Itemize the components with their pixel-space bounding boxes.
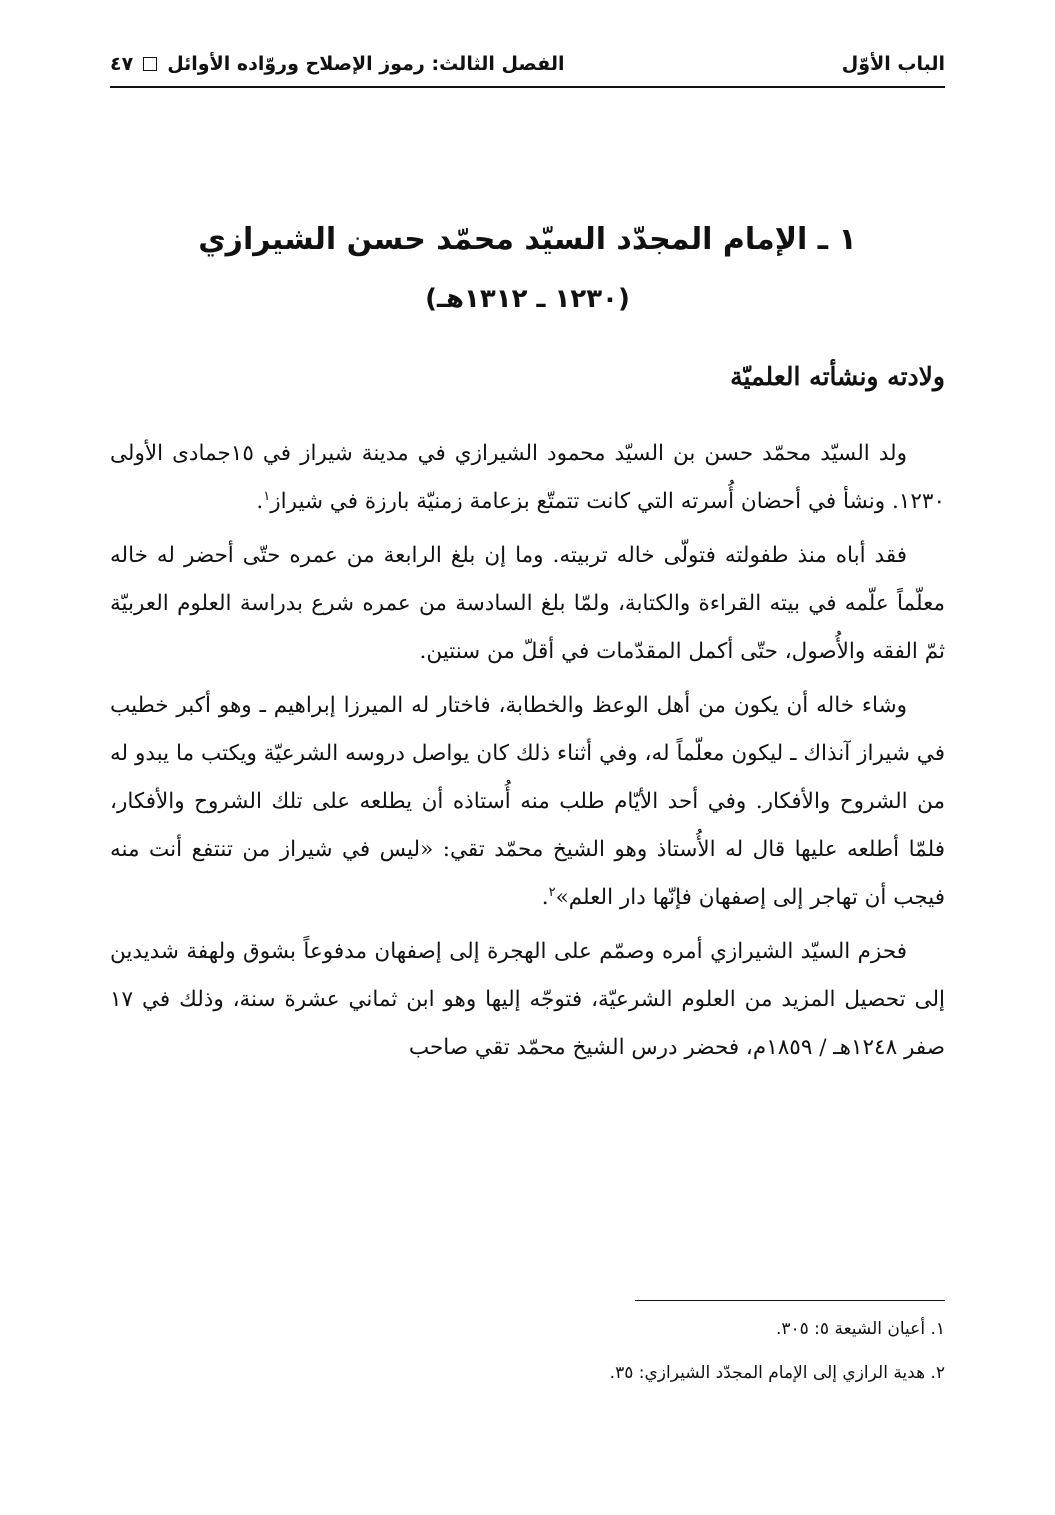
- paragraph: [110, 430, 945, 526]
- paragraph-text: فقد أباه منذ طفولته فتولّى خاله تربيته. وما إن بلغ الرابعة من عمره حتّى أحضر له خاله معلّماً علّمه في بيته القراءة والكتابة، ولمّا بلغ السادسة من عمره شرع بدراسة العلوم العربيّة ثمّ الفقه والأُصول، حتّى أكمل المقدّمات في أقلّ من سنتين.: [110, 543, 945, 664]
- footnote-reference[interactable]: ١: [263, 488, 271, 504]
- subsection-heading: ولادته ونشأته العلميّة: [730, 362, 945, 391]
- paragraph-text: فحزم السيّد الشيرازي أمره وصمّم على الهجرة إلى إصفهان مدفوعاً بشوق ولهفة شديدين إلى تحصيل المزيد من العلوم الشرعيّة، فتوجّه إليها وهو ابن ثماني عشرة سنة، وذلك في ١٧ صفر ١٢٤٨هـ / ١٨٥٩م، فحضر درس الشيخ محمّد تقي صاحب: [110, 939, 945, 1060]
- header-chapter-title: الفصل الثالث: رموز الإصلاح وروّاده الأوائل: [167, 53, 565, 75]
- body-text: [110, 430, 945, 1078]
- footnote: ٢. هدية الرازي إلى الإمام المجدّد الشيرازي: ٣٥.: [609, 1363, 945, 1383]
- paragraph-text: ولد السيّد محمّد حسن بن السيّد محمود الشيرازي في مدينة شيراز في ١٥جمادى الأولى ١٢٣٠. ونشأ في أحضان أُسرته التي كانت تتمتّع بزعامة زمنيّة بارزة في شيراز: [110, 441, 945, 514]
- footnote: ١. أعيان الشيعة ٥: ٣٠٥.: [775, 1319, 945, 1339]
- paragraph-text: وشاء خاله أن يكون من أهل الوعظ والخطابة، فاختار له الميرزا إبراهيم ـ وهو أكبر خطيب في شيراز آنذاك ـ ليكون معلّماً له، وفي أثناء ذلك كان يواصل دروسه الشرعيّة ويكتب ما يبدو له من الشروح والأفكار. وفي أحد الأيّام طلب منه أُستاذه أن يطلعه على تلك الشروح والأفكار، فلمّا أطلعه عليها قال له الأُستاذ وهو الشيخ محمّد تقي: «ليس في شيراز من تنتفع أنت منه فيجب أن تهاجر إلى إصفهان فإنّها دار العلم»: [110, 693, 945, 910]
- header-chapter-block: [110, 53, 564, 75]
- paragraph-tail: .: [256, 489, 264, 514]
- footnote-rule: [635, 1300, 945, 1301]
- footnote-reference[interactable]: ٢: [548, 884, 556, 900]
- paragraph: [110, 682, 945, 922]
- separator-box-icon: [143, 57, 157, 71]
- header-part-title: الباب الأوّل: [841, 53, 945, 75]
- page-number: ٤٧: [110, 53, 134, 75]
- section-title: ١ ـ الإمام المجدّد السيّد محمّد حسن الشيرازي: [198, 222, 857, 257]
- footnotes: [110, 1316, 945, 1404]
- paragraph-tail: .: [541, 885, 549, 910]
- header-rule: [110, 86, 945, 88]
- section-title-dates: (١٢٣٠ ـ ١٣١٢هـ): [425, 284, 630, 314]
- paragraph: [110, 928, 945, 1072]
- running-header: [110, 46, 945, 82]
- paragraph: [110, 532, 945, 676]
